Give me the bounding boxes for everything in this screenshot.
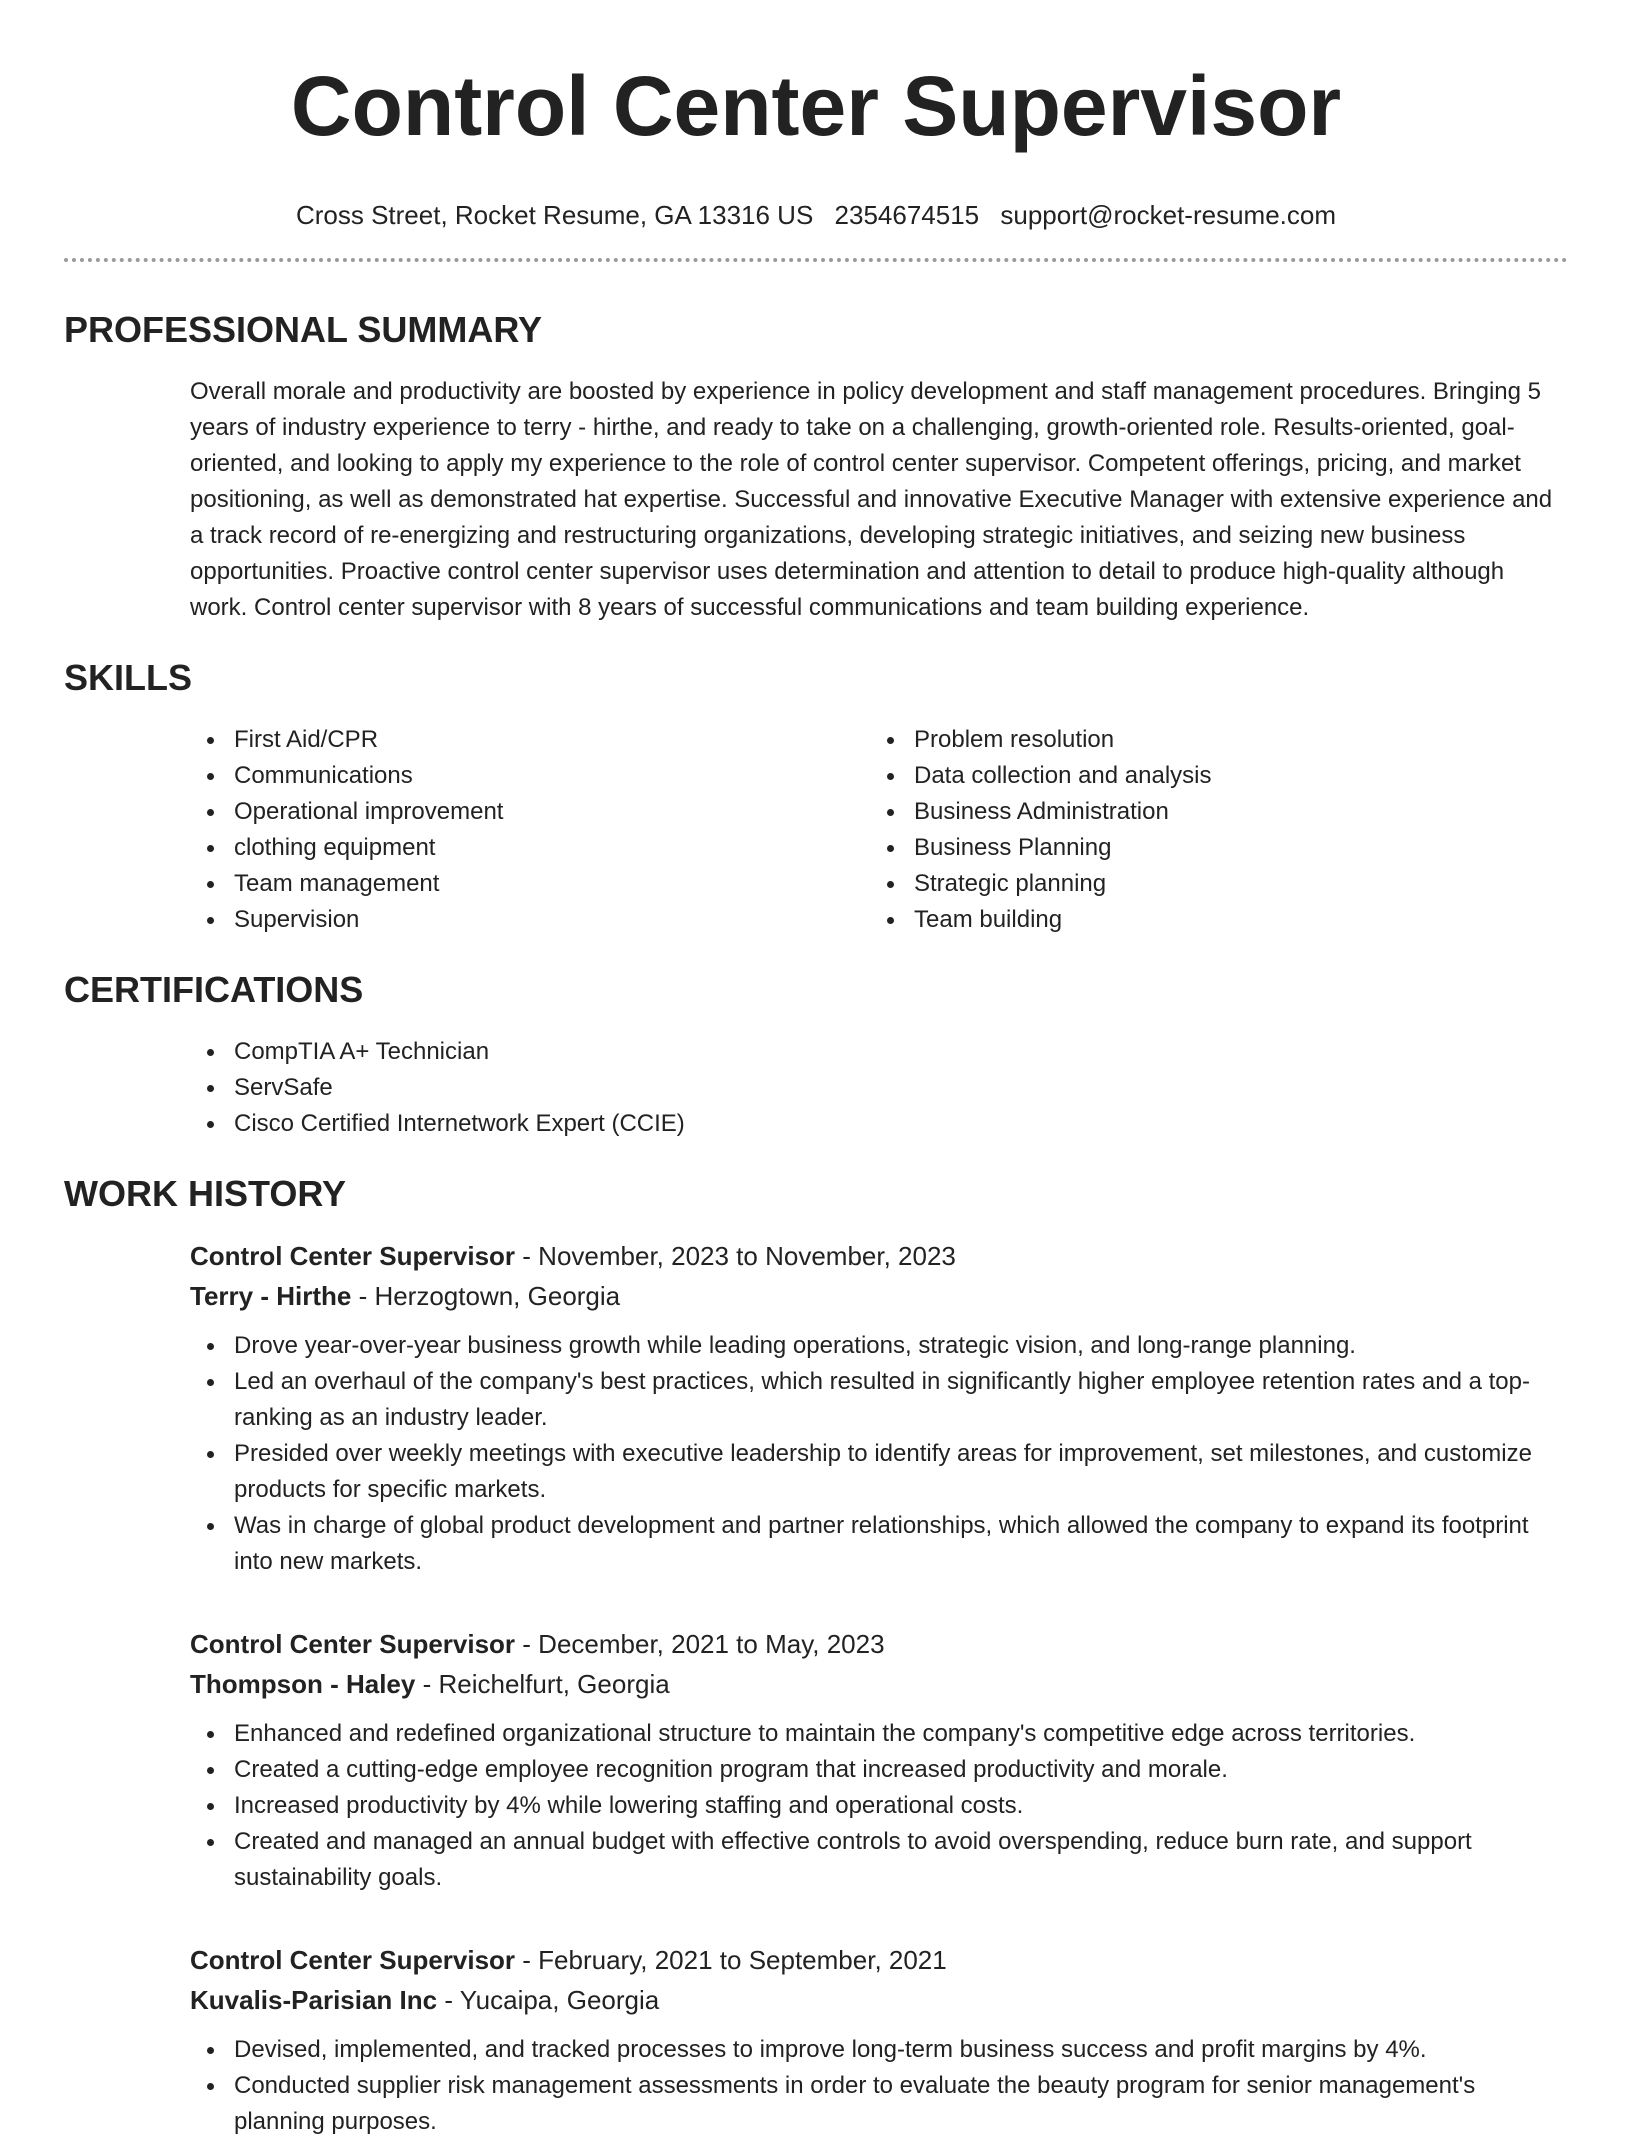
job-bullet: Created and managed an annual budget with effective controls to avoid overspending, reduce burn rate, and support sustainability goals. (190, 1824, 1568, 1896)
skill-item: Strategic planning (870, 866, 1550, 902)
contact-line (64, 198, 1568, 232)
job-role: Control Center Supervisor (190, 1629, 516, 1659)
job-company: Thompson - Haley (190, 1669, 416, 1699)
job-bullet: Drove year-over-year business growth while leading operations, strategic vision, and long-range planning. (190, 1328, 1568, 1364)
skills-column-right (870, 722, 1550, 938)
job-title-line (190, 1624, 1568, 1664)
skill-item: Team building (870, 902, 1550, 938)
job-dates: - February, 2021 to September, 2021 (515, 1945, 947, 1975)
job-location: - Reichelfurt, Georgia (415, 1669, 670, 1699)
skill-item: Operational improvement (190, 794, 870, 830)
contact-phone: 2354674515 (834, 200, 980, 230)
skill-item: Communications (190, 758, 870, 794)
skills-heading: SKILLS (64, 657, 193, 698)
job-bullet: Increased productivity by 4% while lowering staffing and operational costs. (190, 1788, 1568, 1824)
job-title-line (190, 1236, 1568, 1276)
job-bullet: Devised, implemented, and tracked processes to improve long-term business success and profit margins by 4%. (190, 2032, 1568, 2068)
certification-item: CompTIA A+ Technician (190, 1034, 1568, 1070)
job-company-line (190, 1980, 1568, 2020)
job-entry (190, 1236, 1568, 1580)
job-company: Terry - Hirthe (190, 1281, 352, 1311)
skill-item: Team management (190, 866, 870, 902)
resume-page (64, 0, 1568, 2140)
job-entry (190, 1940, 1568, 2140)
certifications-heading: CERTIFICATIONS (64, 969, 364, 1010)
job-bullets (190, 1716, 1568, 1896)
job-bullet: Presided over weekly meetings with executive leadership to identify areas for improvement, set milestones, and customize products for specific markets. (190, 1436, 1568, 1508)
job-company-line (190, 1664, 1568, 1704)
job-company: Kuvalis-Parisian Inc (190, 1985, 438, 2015)
candidate-name: Control Center Supervisor (290, 59, 1342, 153)
skill-item: Data collection and analysis (870, 758, 1550, 794)
work-history-heading: WORK HISTORY (64, 1173, 347, 1214)
skill-item: Business Administration (870, 794, 1550, 830)
contact-email: support@rocket-resume.com (1000, 200, 1337, 230)
job-location: - Yucaipa, Georgia (437, 1985, 660, 2015)
job-title-line (190, 1940, 1568, 1980)
certification-item: Cisco Certified Internetwork Expert (CCIE) (190, 1106, 1568, 1142)
job-dates: - December, 2021 to May, 2023 (515, 1629, 885, 1659)
summary-heading: PROFESSIONAL SUMMARY (64, 309, 543, 350)
job-bullet: Conducted supplier risk management assessments in order to evaluate the beauty program for senior management's planning purposes. (190, 2068, 1568, 2140)
skills-column-left (190, 722, 870, 938)
skill-item: Problem resolution (870, 722, 1550, 758)
job-bullets (190, 1328, 1568, 1580)
job-bullets (190, 2032, 1568, 2140)
job-entry (190, 1624, 1568, 1896)
summary-text: Overall morale and productivity are boosted by experience in policy development and staff management procedures. Bringing 5 years of industry experience to terry - hirthe, and ready to take on a challenging, growth-oriented role. Results-oriented, goal-oriented, and looking to apply my experience to the role of control center supervisor. Competent offerings, pricing, and market positioning, as well as demonstrated hat expertise. Successful and innovative Executive Manager with extensive experience and a track record of re-energizing and restructuring organizations, developing strategic initiatives, and seizing new business opportunities. Proactive control center supervisor uses determination and attention to detail to produce high-quality although work. Control center supervisor with 8 years of successful communications and team building experience. (190, 378, 1553, 621)
header-divider (64, 258, 1568, 262)
job-company-line (190, 1276, 1568, 1316)
job-bullet: Led an overhaul of the company's best practices, which resulted in significantly higher employee retention rates and a top-ranking as an industry leader. (190, 1364, 1568, 1436)
job-bullet: Was in charge of global product development and partner relationships, which allowed the company to expand its footprint into new markets. (190, 1508, 1568, 1580)
skill-item: First Aid/CPR (190, 722, 870, 758)
skill-item: clothing equipment (190, 830, 870, 866)
certifications-list (190, 1034, 1568, 1142)
job-role: Control Center Supervisor (190, 1241, 516, 1271)
contact-address: Cross Street, Rocket Resume, GA 13316 US (295, 200, 814, 230)
job-bullet: Created a cutting-edge employee recognition program that increased productivity and morale. (190, 1752, 1568, 1788)
job-bullet: Enhanced and redefined organizational structure to maintain the company's competitive edge across territories. (190, 1716, 1568, 1752)
job-location: - Herzogtown, Georgia (351, 1281, 621, 1311)
skill-item: Business Planning (870, 830, 1550, 866)
skills-list (190, 722, 1568, 938)
certification-item: ServSafe (190, 1070, 1568, 1106)
job-role: Control Center Supervisor (190, 1945, 516, 1975)
skill-item: Supervision (190, 902, 870, 938)
job-dates: - November, 2023 to November, 2023 (515, 1241, 956, 1271)
